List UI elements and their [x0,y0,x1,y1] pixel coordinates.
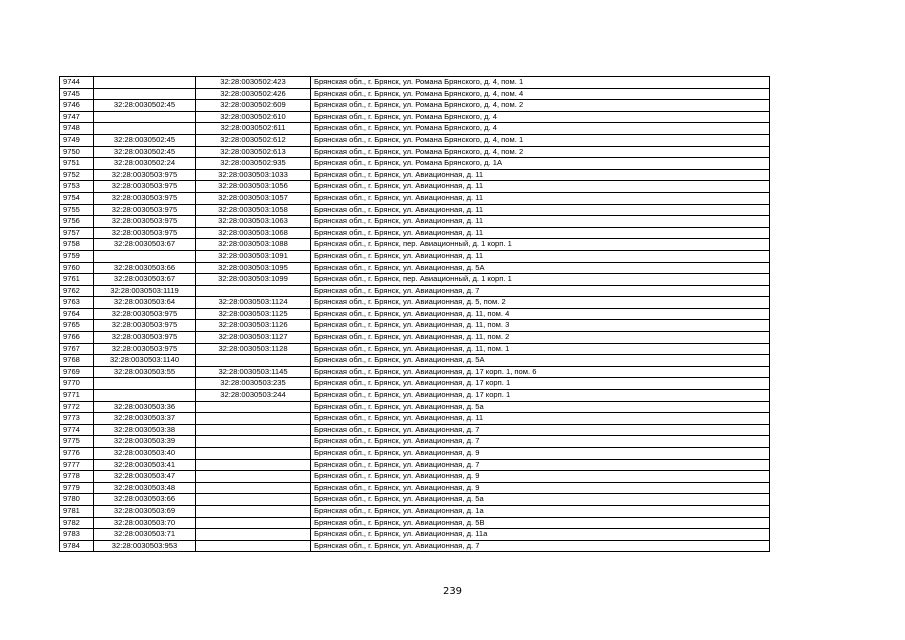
row-number-cell: 9782 [60,517,94,529]
parcel-cadastral-number-cell: 32:28:0030502:45 [94,134,196,146]
row-number-cell: 9759 [60,250,94,262]
object-cadastral-number-cell: 32:28:0030503:1095 [196,262,311,274]
address-cell: Брянская обл., г. Брянск, ул. Авиационная, д. 11 [311,204,770,216]
row-number-cell: 9771 [60,390,94,402]
table-row [60,181,770,193]
row-number-cell: 9751 [60,158,94,170]
address-cell: Брянская обл., г. Брянск, ул. Романа Брянского, д. 1А [311,158,770,170]
table-row [60,471,770,483]
address-cell: Брянская обл., г. Брянск, ул. Авиационная, д. 5В [311,517,770,529]
row-number-cell: 9778 [60,471,94,483]
property-table [59,76,770,552]
table-row [60,100,770,112]
object-cadastral-number-cell [196,436,311,448]
parcel-cadastral-number-cell [94,123,196,135]
object-cadastral-number-cell: 32:28:0030502:426 [196,88,311,100]
table-row [60,274,770,286]
parcel-cadastral-number-cell: 32:28:0030503:48 [94,482,196,494]
object-cadastral-number-cell [196,482,311,494]
address-cell: Брянская обл., г. Брянск, ул. Авиационная, д. 17 корп. 1 [311,390,770,402]
object-cadastral-number-cell: 32:28:0030502:612 [196,134,311,146]
page-number: 239 [442,586,463,597]
object-cadastral-number-cell: 32:28:0030503:1056 [196,181,311,193]
table-row [60,424,770,436]
table-row [60,448,770,460]
row-number-cell: 9750 [60,146,94,158]
object-cadastral-number-cell: 32:28:0030503:1091 [196,250,311,262]
table-row [60,146,770,158]
parcel-cadastral-number-cell: 32:28:0030503:39 [94,436,196,448]
parcel-cadastral-number-cell [94,77,196,89]
address-cell: Брянская обл., г. Брянск, ул. Авиационная, д. 5а [311,401,770,413]
object-cadastral-number-cell [196,285,311,297]
address-cell: Брянская обл., г. Брянск, ул. Романа Брянского, д. 4, пом. 1 [311,134,770,146]
parcel-cadastral-number-cell: 32:28:0030503:975 [94,343,196,355]
table-row [60,88,770,100]
table-row [60,355,770,367]
parcel-cadastral-number-cell: 32:28:0030503:975 [94,204,196,216]
parcel-cadastral-number-cell: 32:28:0030502:24 [94,158,196,170]
address-cell: Брянская обл., г. Брянск, ул. Авиационная, д. 7 [311,424,770,436]
object-cadastral-number-cell [196,355,311,367]
table-row [60,332,770,344]
parcel-cadastral-number-cell: 32:28:0030503:975 [94,320,196,332]
table-row [60,413,770,425]
table-row [60,505,770,517]
address-cell: Брянская обл., г. Брянск, ул. Авиационная, д. 17 корп. 1, пом. 6 [311,366,770,378]
table-row [60,494,770,506]
address-cell: Брянская обл., г. Брянск, ул. Авиационная, д. 11 [311,169,770,181]
parcel-cadastral-number-cell: 32:28:0030502:45 [94,146,196,158]
table-row [60,134,770,146]
row-number-cell: 9781 [60,505,94,517]
row-number-cell: 9760 [60,262,94,274]
row-number-cell: 9752 [60,169,94,181]
object-cadastral-number-cell: 32:28:0030503:1128 [196,343,311,355]
row-number-cell: 9779 [60,482,94,494]
object-cadastral-number-cell [196,401,311,413]
table-row [60,378,770,390]
row-number-cell: 9769 [60,366,94,378]
parcel-cadastral-number-cell [94,111,196,123]
table-row [60,436,770,448]
parcel-cadastral-number-cell: 32:28:0030503:953 [94,540,196,552]
object-cadastral-number-cell: 32:28:0030503:1099 [196,274,311,286]
object-cadastral-number-cell: 32:28:0030502:609 [196,100,311,112]
parcel-cadastral-number-cell: 32:28:0030503:66 [94,262,196,274]
address-cell: Брянская обл., г. Брянск, пер. Авиационный, д. 1 корп. 1 [311,239,770,251]
row-number-cell: 9753 [60,181,94,193]
row-number-cell: 9754 [60,192,94,204]
address-cell: Брянская обл., г. Брянск, ул. Авиационная, д. 11 [311,413,770,425]
table-row [60,401,770,413]
row-number-cell: 9783 [60,529,94,541]
table-row [60,285,770,297]
object-cadastral-number-cell [196,424,311,436]
table-row [60,262,770,274]
parcel-cadastral-number-cell: 32:28:0030503:55 [94,366,196,378]
address-cell: Брянская обл., г. Брянск, ул. Авиационная, д. 11, пом. 1 [311,343,770,355]
table-row [60,111,770,123]
table-row [60,366,770,378]
object-cadastral-number-cell: 32:28:0030503:1033 [196,169,311,181]
parcel-cadastral-number-cell: 32:28:0030503:66 [94,494,196,506]
table-row [60,123,770,135]
table-row [60,204,770,216]
object-cadastral-number-cell: 32:28:0030503:1058 [196,204,311,216]
table-row [60,390,770,402]
object-cadastral-number-cell [196,448,311,460]
address-cell: Брянская обл., г. Брянск, ул. Авиационная, д. 7 [311,436,770,448]
row-number-cell: 9757 [60,227,94,239]
object-cadastral-number-cell [196,459,311,471]
row-number-cell: 9763 [60,297,94,309]
table-row [60,297,770,309]
parcel-cadastral-number-cell: 32:28:0030503:975 [94,332,196,344]
parcel-cadastral-number-cell: 32:28:0030503:975 [94,192,196,204]
parcel-cadastral-number-cell: 32:28:0030503:975 [94,227,196,239]
parcel-cadastral-number-cell: 32:28:0030503:975 [94,169,196,181]
object-cadastral-number-cell: 32:28:0030502:610 [196,111,311,123]
object-cadastral-number-cell [196,517,311,529]
table-row [60,308,770,320]
parcel-cadastral-number-cell: 32:28:0030503:47 [94,471,196,483]
object-cadastral-number-cell [196,413,311,425]
row-number-cell: 9761 [60,274,94,286]
table-row [60,77,770,89]
parcel-cadastral-number-cell: 32:28:0030503:38 [94,424,196,436]
address-cell: Брянская обл., г. Брянск, ул. Авиационная, д. 11, пом. 4 [311,308,770,320]
object-cadastral-number-cell: 32:28:0030503:235 [196,378,311,390]
address-cell: Брянская обл., г. Брянск, ул. Авиационная, д. 5, пом. 2 [311,297,770,309]
address-cell: Брянская обл., г. Брянск, пер. Авиационный, д. 1 корп. 1 [311,274,770,286]
row-number-cell: 9765 [60,320,94,332]
address-cell: Брянская обл., г. Брянск, ул. Авиационная, д. 11 [311,216,770,228]
row-number-cell: 9773 [60,413,94,425]
object-cadastral-number-cell: 32:28:0030503:1088 [196,239,311,251]
parcel-cadastral-number-cell: 32:28:0030503:40 [94,448,196,460]
table-row [60,250,770,262]
object-cadastral-number-cell: 32:28:0030503:1063 [196,216,311,228]
row-number-cell: 9764 [60,308,94,320]
object-cadastral-number-cell: 32:28:0030503:1127 [196,332,311,344]
object-cadastral-number-cell: 32:28:0030502:611 [196,123,311,135]
object-cadastral-number-cell: 32:28:0030503:1126 [196,320,311,332]
parcel-cadastral-number-cell: 32:28:0030503:37 [94,413,196,425]
address-cell: Брянская обл., г. Брянск, ул. Авиационная, д. 7 [311,459,770,471]
address-cell: Брянская обл., г. Брянск, ул. Авиационная, д. 5А [311,262,770,274]
address-cell: Брянская обл., г. Брянск, ул. Авиационная, д. 7 [311,540,770,552]
parcel-cadastral-number-cell [94,378,196,390]
table-row [60,482,770,494]
object-cadastral-number-cell [196,471,311,483]
row-number-cell: 9774 [60,424,94,436]
object-cadastral-number-cell: 32:28:0030503:1145 [196,366,311,378]
address-cell: Брянская обл., г. Брянск, ул. Авиационная, д. 11а [311,529,770,541]
object-cadastral-number-cell: 32:28:0030503:1124 [196,297,311,309]
object-cadastral-number-cell: 32:28:0030503:1125 [196,308,311,320]
table-row [60,227,770,239]
address-cell: Брянская обл., г. Брянск, ул. Авиационная, д. 7 [311,285,770,297]
object-cadastral-number-cell [196,529,311,541]
table-row [60,517,770,529]
object-cadastral-number-cell: 32:28:0030503:1057 [196,192,311,204]
address-cell: Брянская обл., г. Брянск, ул. Авиационная, д. 5А [311,355,770,367]
object-cadastral-number-cell [196,494,311,506]
address-cell: Брянская обл., г. Брянск, ул. Авиационная, д. 11 [311,192,770,204]
table-row [60,216,770,228]
row-number-cell: 9749 [60,134,94,146]
parcel-cadastral-number-cell: 32:28:0030503:69 [94,505,196,517]
parcel-cadastral-number-cell: 32:28:0030503:41 [94,459,196,471]
address-cell: Брянская обл., г. Брянск, ул. Авиационная, д. 9 [311,471,770,483]
object-cadastral-number-cell: 32:28:0030503:244 [196,390,311,402]
address-cell: Брянская обл., г. Брянск, ул. Романа Брянского, д. 4, пом. 4 [311,88,770,100]
row-number-cell: 9747 [60,111,94,123]
parcel-cadastral-number-cell: 32:28:0030503:1119 [94,285,196,297]
address-cell: Брянская обл., г. Брянск, ул. Романа Брянского, д. 4 [311,123,770,135]
object-cadastral-number-cell: 32:28:0030503:1068 [196,227,311,239]
table-row [60,320,770,332]
table-row [60,540,770,552]
table-row [60,239,770,251]
row-number-cell: 9758 [60,239,94,251]
parcel-cadastral-number-cell: 32:28:0030502:45 [94,100,196,112]
table-row [60,343,770,355]
row-number-cell: 9762 [60,285,94,297]
row-number-cell: 9744 [60,77,94,89]
address-cell: Брянская обл., г. Брянск, ул. Романа Брянского, д. 4, пом. 2 [311,146,770,158]
parcel-cadastral-number-cell [94,390,196,402]
object-cadastral-number-cell: 32:28:0030502:935 [196,158,311,170]
address-cell: Брянская обл., г. Брянск, ул. Авиационная, д. 11 [311,181,770,193]
address-cell: Брянская обл., г. Брянск, ул. Романа Брянского, д. 4 [311,111,770,123]
address-cell: Брянская обл., г. Брянск, ул. Романа Брянского, д. 4, пом. 1 [311,77,770,89]
parcel-cadastral-number-cell: 32:28:0030503:71 [94,529,196,541]
address-cell: Брянская обл., г. Брянск, ул. Авиационная, д. 9 [311,482,770,494]
object-cadastral-number-cell: 32:28:0030502:423 [196,77,311,89]
row-number-cell: 9745 [60,88,94,100]
parcel-cadastral-number-cell: 32:28:0030503:67 [94,274,196,286]
row-number-cell: 9768 [60,355,94,367]
address-cell: Брянская обл., г. Брянск, ул. Авиационная, д. 9 [311,448,770,460]
parcel-cadastral-number-cell: 32:28:0030503:67 [94,239,196,251]
table-row [60,529,770,541]
table-row [60,169,770,181]
parcel-cadastral-number-cell: 32:28:0030503:64 [94,297,196,309]
parcel-cadastral-number-cell: 32:28:0030503:975 [94,216,196,228]
object-cadastral-number-cell [196,505,311,517]
row-number-cell: 9770 [60,378,94,390]
row-number-cell: 9780 [60,494,94,506]
parcel-cadastral-number-cell: 32:28:0030503:36 [94,401,196,413]
row-number-cell: 9775 [60,436,94,448]
object-cadastral-number-cell [196,540,311,552]
parcel-cadastral-number-cell [94,88,196,100]
row-number-cell: 9772 [60,401,94,413]
row-number-cell: 9746 [60,100,94,112]
parcel-cadastral-number-cell [94,250,196,262]
row-number-cell: 9776 [60,448,94,460]
address-cell: Брянская обл., г. Брянск, ул. Авиационная, д. 1а [311,505,770,517]
row-number-cell: 9748 [60,123,94,135]
parcel-cadastral-number-cell: 32:28:0030503:975 [94,181,196,193]
address-cell: Брянская обл., г. Брянск, ул. Авиационная, д. 11 [311,250,770,262]
address-cell: Брянская обл., г. Брянск, ул. Авиационная, д. 11, пом. 2 [311,332,770,344]
parcel-cadastral-number-cell: 32:28:0030503:70 [94,517,196,529]
table-row [60,158,770,170]
row-number-cell: 9755 [60,204,94,216]
row-number-cell: 9756 [60,216,94,228]
address-cell: Брянская обл., г. Брянск, ул. Авиационная, д. 11, пом. 3 [311,320,770,332]
row-number-cell: 9784 [60,540,94,552]
property-table-body [60,77,770,552]
table-row [60,459,770,471]
table-row [60,192,770,204]
object-cadastral-number-cell: 32:28:0030502:613 [196,146,311,158]
address-cell: Брянская обл., г. Брянск, ул. Авиационная, д. 17 корп. 1 [311,378,770,390]
row-number-cell: 9777 [60,459,94,471]
parcel-cadastral-number-cell: 32:28:0030503:1140 [94,355,196,367]
row-number-cell: 9766 [60,332,94,344]
address-cell: Брянская обл., г. Брянск, ул. Авиационная, д. 11 [311,227,770,239]
address-cell: Брянская обл., г. Брянск, ул. Романа Брянского, д. 4, пом. 2 [311,100,770,112]
address-cell: Брянская обл., г. Брянск, ул. Авиационная, д. 5а [311,494,770,506]
parcel-cadastral-number-cell: 32:28:0030503:975 [94,308,196,320]
row-number-cell: 9767 [60,343,94,355]
